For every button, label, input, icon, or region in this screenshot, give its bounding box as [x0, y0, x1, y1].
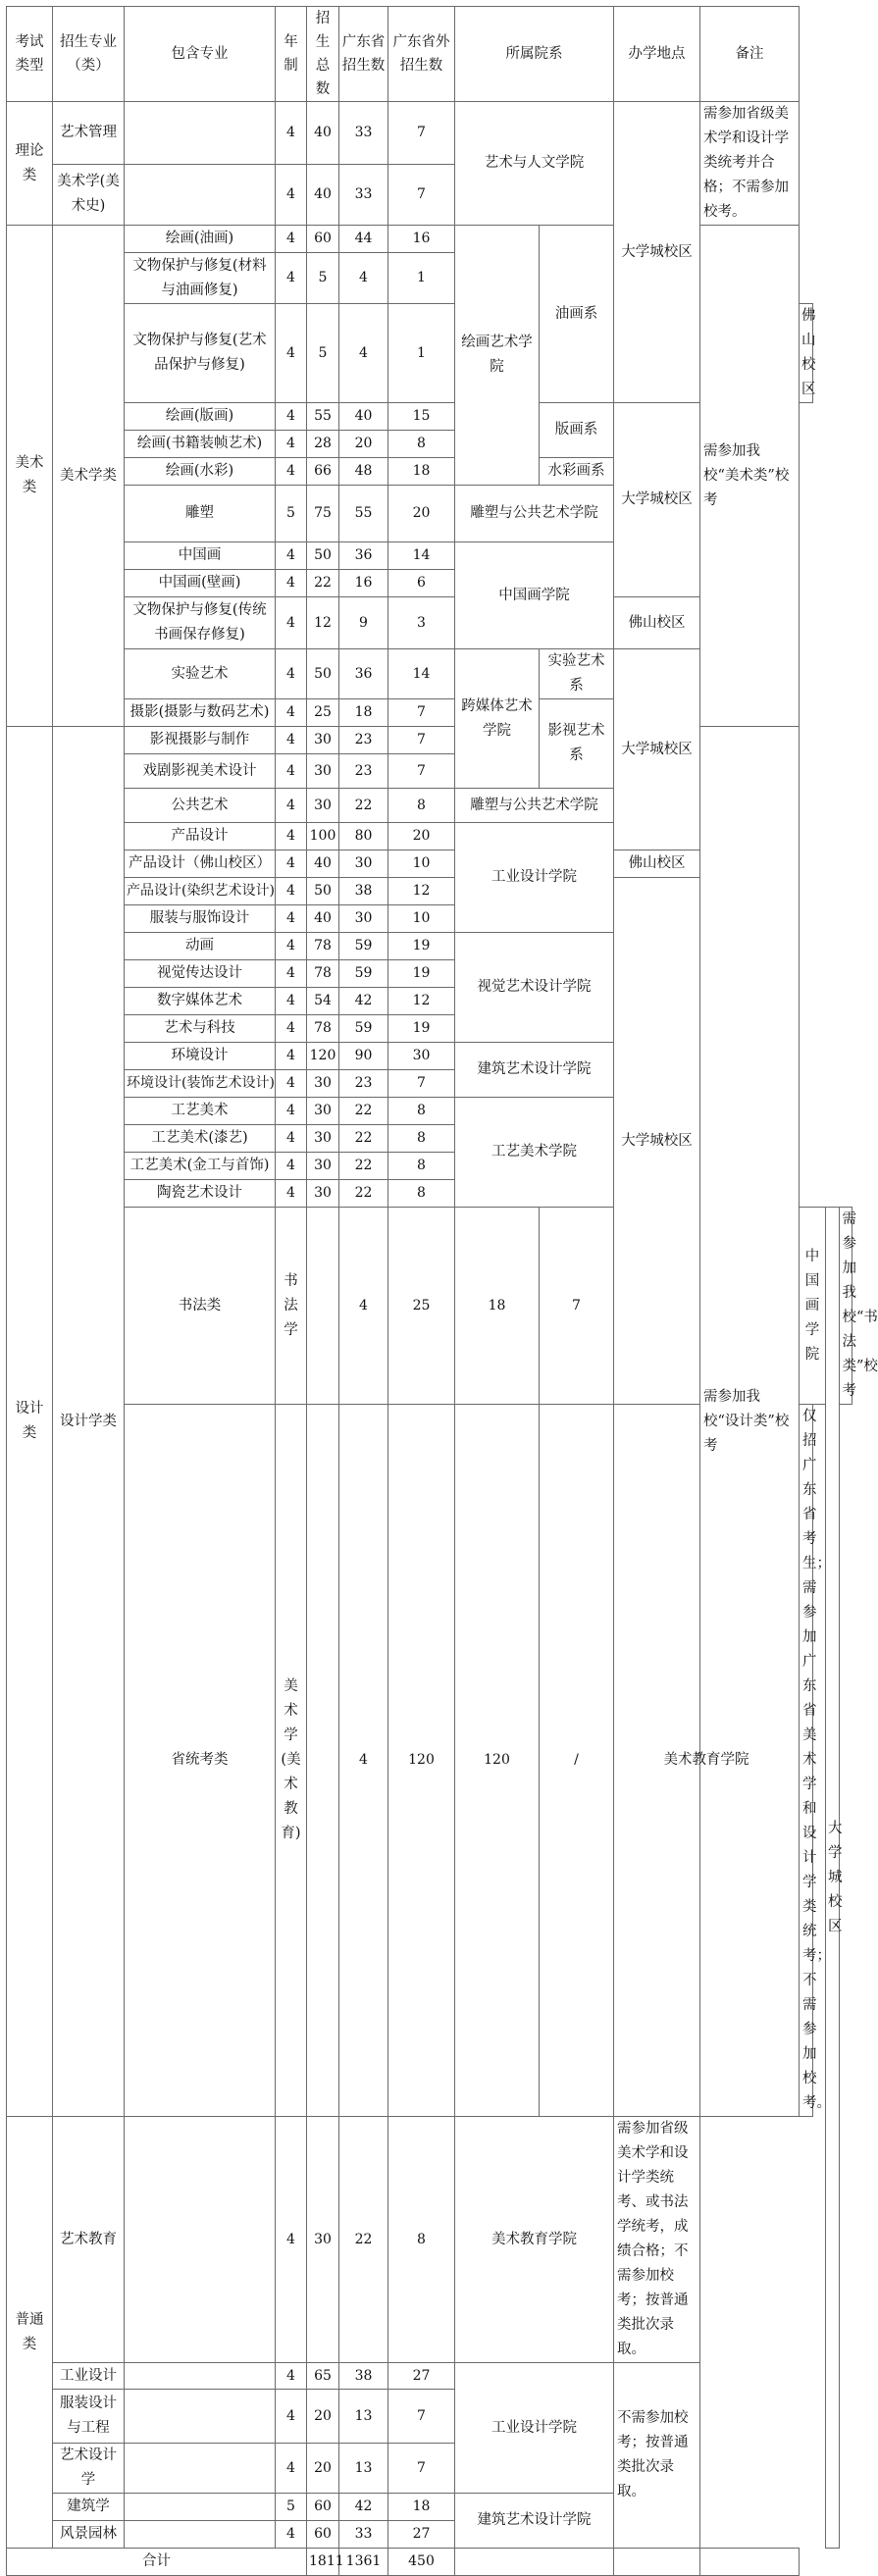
cell-in-province: 90: [339, 1043, 388, 1070]
college-crafts: 工艺美术学院: [455, 1098, 614, 1208]
cell-total: 40: [307, 850, 339, 878]
total-out-province: 450: [388, 2549, 455, 2576]
header-exam-type: 考试类型: [7, 7, 53, 102]
major-book-binding: 绘画(书籍装帧艺术): [125, 431, 276, 458]
cell-total: 22: [307, 570, 339, 597]
cell-in-province: 42: [339, 988, 388, 1015]
cell-out-province: 20: [388, 823, 455, 850]
table-row: [7, 2390, 852, 2444]
cell-duration: 4: [276, 789, 307, 823]
cell-duration: 4: [276, 1070, 307, 1098]
cell-out-province: 10: [388, 905, 455, 933]
cell-total: 40: [307, 102, 339, 165]
college-industrial-design: 工业设计学院: [455, 2363, 614, 2494]
cell-duration: 5: [276, 486, 307, 542]
college-sculpture-public: 雕塑与公共艺术学院: [455, 486, 614, 542]
cell-in-province: 30: [339, 850, 388, 878]
cell-total: 75: [307, 486, 339, 542]
cell-total: 25: [388, 1208, 455, 1405]
major-empty: [125, 2521, 276, 2549]
cell-total: 65: [307, 2363, 339, 2390]
cell-out-province: 7: [388, 164, 455, 226]
header-duration: 年制: [276, 7, 307, 102]
major-art-technology: 艺术与科技: [125, 1015, 276, 1043]
major-product-design-textile: 产品设计(染织艺术设计): [125, 878, 276, 905]
cell-duration: 4: [276, 431, 307, 458]
cell-in-province: 22: [339, 789, 388, 823]
cell-total: 50: [307, 542, 339, 570]
category-calligraphy: 书法学: [276, 1208, 307, 1405]
table-row: [7, 1405, 852, 2117]
cell-out-province: 10: [388, 850, 455, 878]
group-general: 普通类: [7, 2117, 53, 2549]
remark-design: 需参加我校“设计类”校考: [700, 727, 800, 2117]
cell-total: 30: [307, 1153, 339, 1180]
cell-duration: 4: [276, 2390, 307, 2444]
cell-duration: 4: [276, 253, 307, 304]
cell-total: 30: [307, 754, 339, 789]
major-visual-communication: 视觉传达设计: [125, 960, 276, 988]
cell-out-province: 7: [388, 754, 455, 789]
cell-out-province: 8: [388, 1180, 455, 1208]
cell-total: 30: [307, 1070, 339, 1098]
header-college: 所属院系: [455, 7, 614, 102]
remark-provincial: 仅招广东省考生；需参加广东省美术学和设计学类统考；不需参加校考。: [800, 1405, 813, 2117]
remark-fine-arts: 需参加我校“美术类”校考: [700, 226, 800, 727]
major-film-photography: 影视摄影与制作: [125, 727, 276, 754]
campus-university-town: 大学城校区: [614, 403, 700, 597]
cell-in-province: 13: [339, 2444, 388, 2494]
cell-duration: 4: [276, 1153, 307, 1180]
cell-duration: 4: [276, 458, 307, 486]
cell-in-province: 13: [339, 2390, 388, 2444]
table-row: [7, 2363, 852, 2390]
cell-duration: 4: [276, 905, 307, 933]
cell-out-province: 7: [388, 102, 455, 165]
cell-total: 60: [307, 2494, 339, 2521]
group-fine-arts: 美术类: [7, 226, 53, 727]
table-row: [7, 226, 852, 253]
cell-in-province: 33: [339, 2521, 388, 2549]
major-crafts: 工艺美术: [125, 1098, 276, 1125]
cell-duration: 4: [276, 1015, 307, 1043]
cell-duration: 4: [276, 1098, 307, 1125]
remark-calligraphy: 需参加我校“书法类”校考: [839, 1208, 852, 1405]
cell-duration: 4: [276, 542, 307, 570]
cell-total: 28: [307, 431, 339, 458]
cell-in-province: 23: [339, 727, 388, 754]
college-art-education: 美术教育学院: [455, 2117, 614, 2363]
cell-total: 20: [307, 2390, 339, 2444]
major-animation: 动画: [125, 933, 276, 960]
total-label: 合计: [7, 2549, 307, 2576]
campus-foshan: 佛山校区: [614, 597, 700, 649]
cell-in-province: 22: [339, 1180, 388, 1208]
college-chinese-painting: 中国画学院: [800, 1208, 826, 1405]
cell-duration: 4: [276, 754, 307, 789]
cell-duration: 4: [276, 1180, 307, 1208]
major-watercolor: 绘画(水彩): [125, 458, 276, 486]
cell-in-province: 22: [339, 2117, 388, 2363]
cell-duration: 4: [276, 823, 307, 850]
cell-duration: 4: [339, 1405, 388, 2117]
cell-total: 20: [307, 2444, 339, 2494]
campus-foshan: 佛山校区: [800, 304, 813, 403]
cell-out-province: 6: [388, 570, 455, 597]
header-included-majors: 包含专业: [125, 7, 276, 102]
table-row: [7, 727, 852, 754]
cell-duration: 4: [276, 699, 307, 727]
major-experimental-art: 实验艺术: [125, 649, 276, 699]
cell-out-province: 8: [388, 1098, 455, 1125]
category-fashion-engineering: 服装设计与工程: [53, 2390, 125, 2444]
cell-out-province: 3: [388, 597, 455, 649]
cell-total: 25: [307, 699, 339, 727]
cell-out-province: 30: [388, 1043, 455, 1070]
remark-general: 不需参加校考；按普通类批次录取。: [614, 2363, 700, 2549]
major-photography: 摄影(摄影与数码艺术): [125, 699, 276, 727]
header-total: 招生总数: [307, 7, 339, 102]
cell-in-province: 36: [339, 649, 388, 699]
cell-duration: 4: [276, 570, 307, 597]
cell-duration: 4: [276, 850, 307, 878]
table-row: [7, 2444, 852, 2494]
category-art-management: 艺术管理: [53, 102, 125, 165]
header-out-province: 广东省外招生数: [388, 7, 455, 102]
major-ceramic-design: 陶瓷艺术设计: [125, 1180, 276, 1208]
college-arts-humanities: 艺术与人文学院: [455, 102, 614, 226]
dept-experimental: 实验艺术系: [540, 649, 614, 699]
cell-out-province: 8: [388, 789, 455, 823]
major-empty: [125, 2494, 276, 2521]
table-total-row: [7, 2549, 852, 2576]
cell-duration: 4: [276, 878, 307, 905]
cell-out-province: 27: [388, 2363, 455, 2390]
major-conservation-oil: 文物保护与修复(材料与油画修复): [125, 253, 276, 304]
dept-oil: 油画系: [540, 226, 614, 403]
campus-university-town: 大学城校区: [614, 102, 700, 403]
cell-out-province: 18: [388, 458, 455, 486]
cell-in-province: 22: [339, 1125, 388, 1153]
cell-duration: 4: [339, 1208, 388, 1405]
total-in-province: 1361: [339, 2549, 388, 2576]
major-sculpture: 雕塑: [125, 486, 276, 542]
major-stage-design: 戏剧影视美术设计: [125, 754, 276, 789]
dept-print: 版画系: [540, 403, 614, 458]
category-aesthetics-edu: 美术学(美术教育): [276, 1405, 307, 2117]
campus-foshan: 佛山校区: [614, 850, 700, 878]
cell-duration: 4: [276, 1043, 307, 1070]
category-design: 设计学类: [53, 727, 125, 2117]
campus-university-town: 大学城校区: [614, 878, 700, 1405]
major-mural: 中国画(壁画): [125, 570, 276, 597]
remark-art-education: 需参加省级美术学和设计学类统考、或书法学统考，成绩合格；不需参加校考；按普通类批次录取。: [614, 2117, 700, 2363]
cell-out-province: 8: [388, 1153, 455, 1180]
category-industrial-design: 工业设计: [53, 2363, 125, 2390]
cell-out-province: 7: [540, 1208, 614, 1405]
cell-total: 40: [307, 164, 339, 226]
table-row: [7, 2521, 852, 2549]
cell-in-province: 40: [339, 403, 388, 431]
cell-out-province: 8: [388, 431, 455, 458]
table-row: [7, 2117, 852, 2363]
college-sculpture-public: 雕塑与公共艺术学院: [455, 789, 614, 823]
cell-out-province: 19: [388, 960, 455, 988]
category-fine-arts: 美术学类: [53, 226, 125, 727]
cell-total: 60: [307, 226, 339, 253]
header-major-category: 招生专业（类）: [53, 7, 125, 102]
group-provincial: 省统考类: [125, 1405, 276, 2117]
cell-in-province: 23: [339, 1070, 388, 1098]
cell-in-province: 48: [339, 458, 388, 486]
cell-in-province: 42: [339, 2494, 388, 2521]
cell-total: 120: [307, 1043, 339, 1070]
cell-out-province: 7: [388, 2444, 455, 2494]
cell-in-province: 80: [339, 823, 388, 850]
cell-in-province: 18: [455, 1208, 540, 1405]
cell-total: 60: [307, 2521, 339, 2549]
cell-out-province: 14: [388, 649, 455, 699]
cell-total: 40: [307, 905, 339, 933]
cell-total: 50: [307, 649, 339, 699]
total-count: 1811: [307, 2549, 339, 2576]
cell-out-province: /: [540, 1405, 614, 2117]
category-architecture: 建筑学: [53, 2494, 125, 2521]
cell-total: 50: [307, 878, 339, 905]
cell-out-province: 8: [388, 1125, 455, 1153]
cell-out-province: 14: [388, 542, 455, 570]
cell-total: 100: [307, 823, 339, 850]
major-conservation-calligraphy: 文物保护与修复(传统书画保存修复): [125, 597, 276, 649]
college-cross-media: 跨媒体艺术学院: [455, 649, 540, 789]
cell-out-province: 20: [388, 486, 455, 542]
cell-total: 78: [307, 933, 339, 960]
cell-duration: 4: [276, 649, 307, 699]
major-oil-painting: 绘画(油画): [125, 226, 276, 253]
cell-total: 78: [307, 1015, 339, 1043]
header-in-province: 广东省招生数: [339, 7, 388, 102]
cell-duration: 4: [276, 102, 307, 165]
cell-in-province: 33: [339, 102, 388, 165]
cell-duration: 4: [276, 2363, 307, 2390]
cell-duration: 4: [276, 727, 307, 754]
cell-in-province: 30: [339, 905, 388, 933]
major-product-design-foshan: 产品设计（佛山校区）: [125, 850, 276, 878]
major-empty: [125, 102, 276, 165]
cell-out-province: 27: [388, 2521, 455, 2549]
cell-duration: 4: [276, 597, 307, 649]
group-theory: 理论类: [7, 102, 53, 226]
cell-total: 30: [307, 1098, 339, 1125]
cell-in-province: 55: [339, 486, 388, 542]
table-row: [7, 102, 852, 165]
cell-in-province: 22: [339, 1153, 388, 1180]
cell-total: 30: [307, 1125, 339, 1153]
major-empty: [125, 2444, 276, 2494]
major-environmental-design: 环境设计: [125, 1043, 276, 1070]
cell-total: 30: [307, 727, 339, 754]
major-conservation-artifact: 文物保护与修复(艺术品保护与修复): [125, 304, 276, 403]
cell-out-province: 1: [388, 304, 455, 403]
cell-total: 5: [307, 253, 339, 304]
major-chinese-painting: 中国画: [125, 542, 276, 570]
major-public-art: 公共艺术: [125, 789, 276, 823]
cell-out-province: 7: [388, 727, 455, 754]
cell-out-province: 8: [388, 2117, 455, 2363]
cell-in-province: 120: [455, 1405, 540, 2117]
cell-total: 30: [307, 789, 339, 823]
cell-in-province: 59: [339, 933, 388, 960]
cell-out-province: 12: [388, 988, 455, 1015]
cell-duration: 4: [276, 960, 307, 988]
cell-duration: 4: [276, 226, 307, 253]
cell-in-province: 4: [339, 253, 388, 304]
college-chinese-painting: 中国画学院: [455, 542, 614, 649]
cell-total: 12: [307, 597, 339, 649]
cell-in-province: 22: [339, 1098, 388, 1125]
total-campus-empty: [614, 2549, 700, 2576]
cell-in-province: 33: [339, 164, 388, 226]
college-painting: 绘画艺术学院: [455, 226, 540, 486]
cell-total: 78: [307, 960, 339, 988]
college-visual-art-design: 视觉艺术设计学院: [455, 933, 614, 1043]
major-env-design-decoration: 环境设计(装饰艺术设计): [125, 1070, 276, 1098]
cell-duration: 4: [276, 2117, 307, 2363]
cell-in-province: 20: [339, 431, 388, 458]
cell-out-province: 15: [388, 403, 455, 431]
major-empty: [125, 2390, 276, 2444]
cell-duration: 4: [276, 304, 307, 403]
cell-total: 30: [307, 1180, 339, 1208]
remark-theory: 需参加省级美术学和设计学类统考并合格；不需参加校考。: [700, 102, 800, 226]
enrollment-table: [6, 6, 878, 2576]
cell-total: 66: [307, 458, 339, 486]
college-industrial-design: 工业设计学院: [455, 823, 614, 933]
cell-duration: 4: [276, 2521, 307, 2549]
group-design: 设计类: [7, 727, 53, 2117]
cell-duration: 4: [276, 933, 307, 960]
cell-duration: 5: [276, 2494, 307, 2521]
campus-university-town: 大学城校区: [826, 1208, 840, 2549]
category-aesthetics-history: 美术学(美术史): [53, 164, 125, 226]
cell-in-province: 59: [339, 960, 388, 988]
category-landscape: 风景园林: [53, 2521, 125, 2549]
cell-in-province: 9: [339, 597, 388, 649]
cell-out-province: 19: [388, 1015, 455, 1043]
cell-in-province: 36: [339, 542, 388, 570]
cell-duration: 4: [276, 164, 307, 226]
total-college-empty: [455, 2549, 614, 2576]
cell-out-province: 18: [388, 2494, 455, 2521]
cell-in-province: 38: [339, 878, 388, 905]
cell-out-province: 16: [388, 226, 455, 253]
cell-duration: 4: [276, 988, 307, 1015]
cell-out-province: 7: [388, 699, 455, 727]
college-architecture-art-design: 建筑艺术设计学院: [455, 2494, 614, 2549]
major-digital-media: 数字媒体艺术: [125, 988, 276, 1015]
table-row: [7, 2494, 852, 2521]
cell-duration: 4: [276, 403, 307, 431]
header-campus: 办学地点: [614, 7, 700, 102]
cell-out-province: 7: [388, 1070, 455, 1098]
group-calligraphy: 书法类: [125, 1208, 276, 1405]
category-art-education: 艺术教育: [53, 2117, 125, 2363]
major-crafts-lacquer: 工艺美术(漆艺): [125, 1125, 276, 1153]
dept-film: 影视艺术系: [540, 699, 614, 789]
cell-total: 55: [307, 403, 339, 431]
total-remark-empty: [700, 2549, 800, 2576]
cell-in-province: 4: [339, 304, 388, 403]
cell-total: 54: [307, 988, 339, 1015]
cell-total: 5: [307, 304, 339, 403]
major-crafts-metal: 工艺美术(金工与首饰): [125, 1153, 276, 1180]
cell-out-province: 12: [388, 878, 455, 905]
cell-total: 30: [307, 2117, 339, 2363]
major-product-design: 产品设计: [125, 823, 276, 850]
major-fashion-design: 服装与服饰设计: [125, 905, 276, 933]
header-remark: 备注: [700, 7, 800, 102]
cell-out-province: 1: [388, 253, 455, 304]
major-empty: [307, 1208, 339, 1405]
major-empty: [125, 164, 276, 226]
table-header-row: [7, 7, 852, 102]
campus-university-town: 大学城校区: [614, 649, 700, 850]
college-art-education: 美术教育学院: [614, 1405, 800, 2117]
cell-out-province: 19: [388, 933, 455, 960]
cell-in-province: 38: [339, 2363, 388, 2390]
cell-in-province: 59: [339, 1015, 388, 1043]
cell-out-province: 7: [388, 2390, 455, 2444]
cell-duration: 4: [276, 1125, 307, 1153]
major-empty: [307, 1405, 339, 2117]
cell-total: 120: [388, 1405, 455, 2117]
cell-in-province: 16: [339, 570, 388, 597]
cell-in-province: 23: [339, 754, 388, 789]
cell-in-province: 18: [339, 699, 388, 727]
major-empty: [125, 2363, 276, 2390]
cell-duration: 4: [276, 2444, 307, 2494]
major-empty: [125, 2117, 276, 2363]
college-architecture-art-design: 建筑艺术设计学院: [455, 1043, 614, 1098]
major-printmaking: 绘画(版画): [125, 403, 276, 431]
category-art-design-studies: 艺术设计学: [53, 2444, 125, 2494]
cell-in-province: 44: [339, 226, 388, 253]
dept-watercolor: 水彩画系: [540, 458, 614, 486]
